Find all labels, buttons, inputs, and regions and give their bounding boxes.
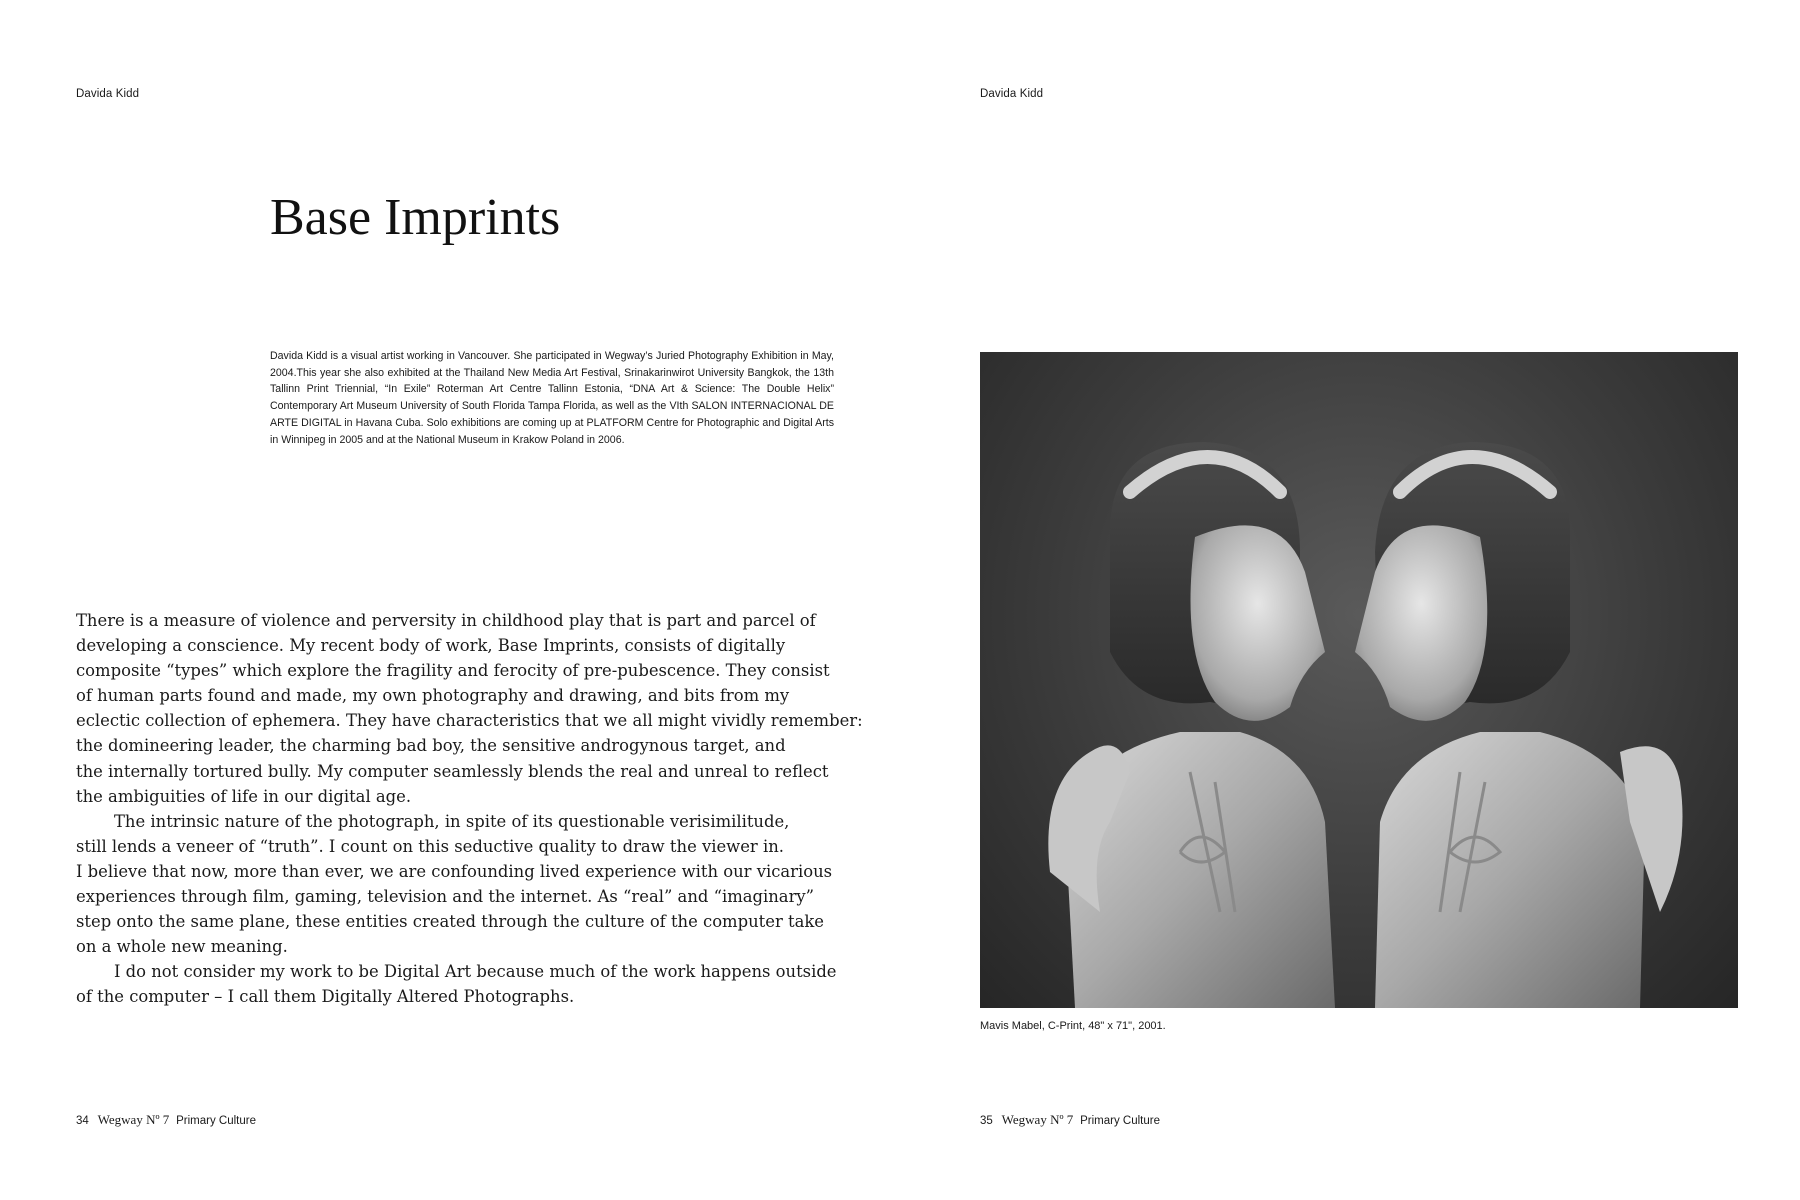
body-line: the ambiguities of life in our digital age. — [76, 786, 412, 806]
artist-bio: Davida Kidd is a visual artist working in Vancouver. She participated in Wegway’s Juried Photography Exhibition in May, 2004.This year she also exhibited at the Thailand New Media Art Festival, Srinakarinwirot University Bangkok, the 13th Tallinn Print Triennial, “In Exile” Roterman Art Centre Tallinn Estonia, “DNA Art & Science: The Double Helix” Contemporary Art Museum University of South Florida Tampa Florida, as well as the VIth SALON INTERNACIONAL DE ARTE DIGITAL in Havana Cuba. Solo exhibitions are coming up at PLATFORM Centre for Photographic and Digital Arts in Winnipeg in 2005 and at the National Museum in Krakow Poland in 2006. — [270, 350, 834, 446]
series-title: Primary Culture — [1080, 1115, 1161, 1127]
article-title: Base Imprints — [270, 189, 561, 246]
magazine-issue: Wegway Nº 7 — [1001, 1112, 1074, 1127]
running-head: Davida Kidd — [76, 88, 140, 100]
body-line: developing a conscience. My recent body of work, Base Imprints, consists of digitally — [76, 636, 786, 656]
page-number: 35 — [980, 1115, 993, 1127]
body-line: eclectic collection of ephemera. They have characteristics that we all might vividly remember: — [76, 711, 863, 731]
page-folio — [76, 1112, 256, 1128]
series-title: Primary Culture — [176, 1115, 257, 1127]
body-line: I do not consider my work to be Digital Art because much of the work happens outside — [114, 962, 837, 982]
body-line: of the computer – I call them Digitally Altered Photographs. — [76, 987, 575, 1007]
right-doll-figure — [1355, 442, 1683, 1008]
body-line: The intrinsic nature of the photograph, in spite of its questionable verisimilitude, — [114, 811, 790, 831]
artwork-photo — [980, 352, 1738, 1008]
body-line: still lends a veneer of “truth”. I count on this seductive quality to draw the viewer in. — [76, 836, 784, 856]
body-line: composite “types” which explore the fragility and ferocity of pre-pubescence. They consist — [76, 661, 830, 681]
body-line: the internally tortured bully. My computer seamlessly blends the real and unreal to reflect — [76, 761, 829, 781]
body-line: experiences through film, gaming, television and the internet. As “real” and “imaginary” — [76, 887, 815, 907]
article-body — [76, 608, 863, 1010]
running-head: Davida Kidd — [980, 88, 1044, 100]
body-line: step onto the same plane, these entities created through the culture of the computer take — [76, 912, 824, 932]
body-line: of human parts found and made, my own photography and drawing, and bits from my — [76, 686, 790, 706]
left-doll-figure — [1048, 442, 1335, 1008]
right-page — [900, 0, 1800, 1200]
body-line: on a whole new meaning. — [76, 937, 288, 957]
twin-dolls-illustration — [980, 352, 1738, 1008]
page-folio — [980, 1112, 1160, 1128]
body-line: There is a measure of violence and perversity in childhood play that is part and parcel of — [76, 611, 816, 630]
magazine-issue: Wegway Nº 7 — [97, 1112, 170, 1127]
body-line: I believe that now, more than ever, we are confounding lived experience with our vicarious — [76, 861, 833, 881]
page-number: 34 — [76, 1115, 89, 1127]
photo-caption: Mavis Mabel, C-Print, 48" x 71", 2001. — [980, 1020, 1166, 1032]
body-line: the domineering leader, the charming bad boy, the sensitive androgynous target, and — [76, 736, 786, 756]
